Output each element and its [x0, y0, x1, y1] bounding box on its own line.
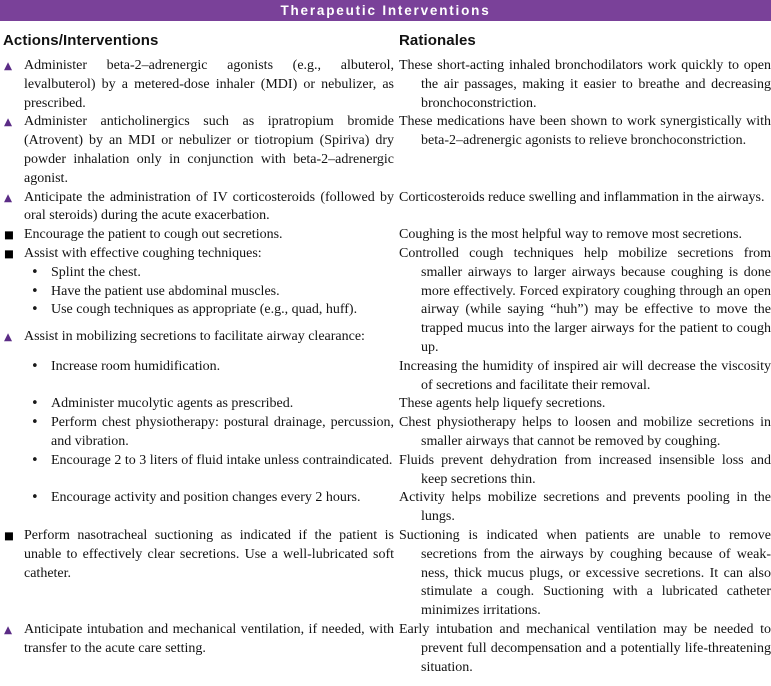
actions-cell — [3, 57, 394, 113]
rationale-text: Suctioning is indicated when patients are unable to remove secretions from the airways by coughing because of weakness, thick mucus plugs, or excessive secretions. It can also stimulate a cough. Suctioning with a lubricated catheter minimizes irritations. — [399, 527, 771, 619]
rationale-text: Early intubation and mechanical ventilation may be needed to prevent full decompensation and a potentially life-threatening situation. — [399, 621, 771, 675]
actions-cell — [3, 527, 394, 583]
action-item — [3, 452, 394, 471]
table-row — [3, 113, 771, 188]
rationales-cell — [399, 489, 771, 527]
action-text: Use cough techniques as appropriate (e.g., quad, huff). — [51, 302, 358, 318]
action-item — [3, 301, 394, 320]
rationales-cell — [399, 245, 771, 358]
square-bullet-icon: ■ — [4, 247, 14, 260]
rationales-cell — [399, 527, 771, 621]
rationale-text: These agents help liquefy secretions. — [399, 396, 606, 412]
action-item — [3, 414, 394, 452]
action-item — [3, 621, 394, 659]
action-item — [3, 358, 394, 377]
action-text: Assist in mobilizing secretions to facilitate airway clearance: — [24, 329, 365, 345]
actions-cell — [3, 226, 394, 245]
rationales-cell — [399, 621, 771, 677]
actions-cell — [3, 489, 394, 508]
rationale-text: Fluids prevent dehydration from increased insensible loss and keep secretions thin. — [399, 452, 771, 487]
actions-cell — [3, 395, 394, 414]
rationale-text: Corticosteroids reduce swelling and inflammation in the airways. — [399, 189, 765, 205]
action-item — [3, 283, 394, 302]
triangle-bullet-icon: ▲ — [4, 60, 13, 72]
table-row — [3, 395, 768, 414]
table-title-bar — [0, 0, 771, 21]
triangle-bullet-icon: ▲ — [4, 116, 13, 129]
table-row — [3, 189, 768, 227]
actions-cell — [3, 414, 394, 452]
actions-cell — [3, 358, 394, 377]
actions-cell — [3, 189, 394, 227]
rationale-text: These medications have been shown to work synergistically with beta-2–adrenergic agonists to relieve bronchoconstriction. — [399, 114, 771, 149]
table-row — [3, 57, 771, 113]
action-text: Administer beta-2–adrenergic agonists (e.g., albuterol, levalbuterol) by a metered-dose inhaler (MDI) or nebulizer, as prescribed. — [24, 58, 394, 111]
action-item — [3, 189, 394, 227]
interventions-table — [3, 57, 771, 677]
action-item — [3, 328, 394, 347]
table-row — [3, 621, 771, 677]
table-row — [3, 245, 771, 358]
action-item — [3, 264, 394, 283]
square-bullet-icon: ■ — [4, 529, 14, 542]
action-text: Perform chest physiotherapy: postural drainage, percussion, and vibration. — [51, 415, 394, 449]
action-text: Assist with effective coughing techniques: — [24, 245, 262, 261]
column-headers — [3, 32, 768, 49]
table-content — [0, 32, 771, 677]
action-item — [3, 527, 394, 583]
action-item — [3, 113, 394, 188]
action-text: Encourage activity and position changes every 2 hours. — [51, 490, 361, 506]
rationales-cell — [399, 395, 771, 414]
rationales-cell — [399, 226, 771, 245]
table-row — [3, 414, 771, 452]
column-header-actions: Actions/Interventions — [3, 32, 159, 49]
actions-cell — [3, 245, 394, 347]
rationale-text: Controlled cough techniques help mobilize secretions from smaller airways to larger airways because coughing is done more effectively. Forced expiratory coughing through an open airway (while saying “huh”) may be effective to move the trapped mucus into the larger airways for the patient to cough up. — [399, 245, 771, 355]
rationale-text: Coughing is the most helpful way to remove most secretions. — [399, 227, 742, 243]
dot-bullet-icon: • — [31, 302, 39, 318]
rationales-cell — [399, 414, 771, 452]
dot-bullet-icon: • — [31, 490, 39, 506]
dot-bullet-icon: • — [31, 396, 39, 412]
dot-bullet-icon: • — [31, 415, 39, 431]
table-row — [3, 226, 768, 245]
action-item — [3, 226, 394, 245]
rationale-text: Chest physiotherapy helps to loosen and mobilize secretions in smaller airways that cannot be removed by coughing. — [399, 415, 771, 449]
action-text: Anticipate intubation and mechanical ventilation, if needed, with transfer to the acute care setting. — [24, 621, 394, 656]
dot-bullet-icon: • — [31, 264, 39, 280]
action-text: Anticipate the administration of IV corticosteroids (followed by oral steroids) during the acute exacerbation. — [24, 189, 394, 224]
actions-cell — [3, 452, 394, 471]
square-bullet-icon: ■ — [4, 229, 14, 242]
action-text: Perform nasotracheal suctioning as indicated if the patient is unable to effectively clear secretions. Use a well-lubricated soft catheter. — [24, 527, 394, 581]
table-row — [3, 358, 771, 396]
dot-bullet-icon: • — [31, 358, 39, 374]
actions-cell — [3, 621, 394, 659]
dot-bullet-icon: • — [31, 283, 39, 299]
rationales-cell — [399, 452, 771, 490]
rationale-text: These short-acting inhaled bronchodilators work quickly to open the air passages, making it easier to breathe and decreasing bronchoconstriction. — [399, 58, 771, 111]
table-row — [3, 489, 771, 527]
triangle-bullet-icon: ▲ — [4, 191, 13, 204]
triangle-bullet-icon: ▲ — [4, 331, 13, 344]
action-item — [3, 395, 394, 414]
rationales-cell — [399, 358, 771, 396]
rationales-cell — [399, 113, 771, 151]
column-header-rationales: Rationales — [399, 32, 476, 49]
action-text: Increase room humidification. — [51, 358, 221, 374]
dot-bullet-icon: • — [31, 452, 39, 468]
action-text: Administer anticholinergics such as ipratropium bromide (Atrovent) by an MDI or nebulizer or tiotropium (Spiriva) dry powder inhalation only in conjunction with beta-2–adrenergic agonist. — [24, 114, 394, 186]
rationale-text: Activity helps mobilize secretions and prevents pooling in the lungs. — [399, 490, 771, 525]
table-row — [3, 452, 771, 490]
actions-cell — [3, 113, 394, 188]
rationales-cell — [399, 189, 771, 208]
rationale-text: Increasing the humidity of inspired air will decrease the viscosity of secretions and facilitate their removal. — [399, 358, 771, 393]
action-item — [3, 57, 394, 113]
triangle-bullet-icon: ▲ — [4, 623, 13, 636]
action-item — [3, 245, 394, 264]
action-text: Encourage 2 to 3 liters of fluid intake unless contraindicated. — [51, 452, 393, 468]
action-text: Encourage the patient to cough out secretions. — [24, 227, 283, 243]
action-text: Splint the chest. — [51, 264, 141, 280]
table-title: Therapeutic Interventions — [280, 3, 491, 18]
action-text: Administer mucolytic agents as prescribed. — [51, 396, 294, 412]
table-row — [3, 527, 771, 621]
rationales-cell — [399, 57, 771, 113]
action-text: Have the patient use abdominal muscles. — [51, 283, 280, 299]
action-item — [3, 489, 394, 508]
